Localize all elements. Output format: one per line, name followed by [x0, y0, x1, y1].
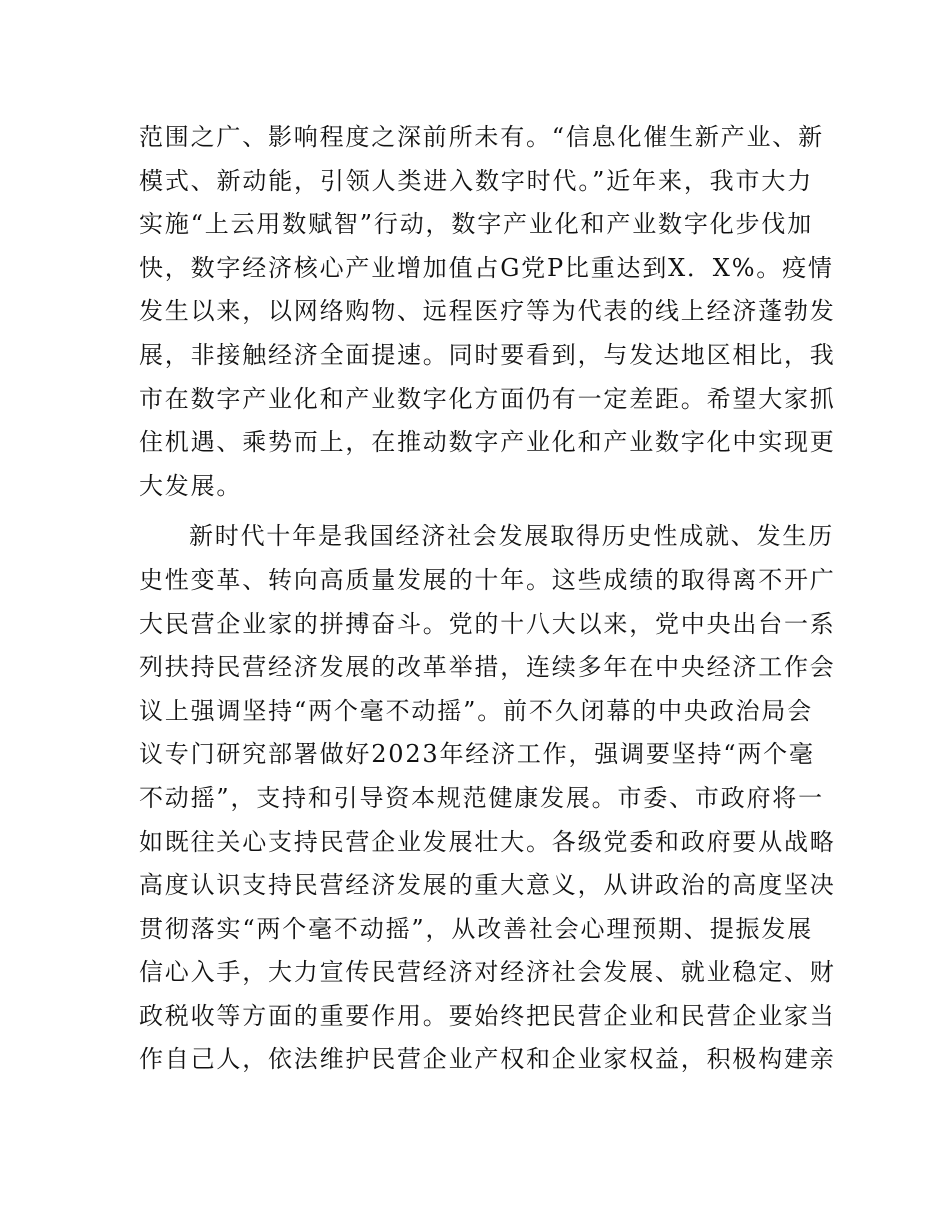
text-line: 住机遇、乘势而上，在推动数字产业化和产业数字化中实现更	[139, 428, 836, 457]
text-line: 发生以来，以网络购物、远程医疗等为代表的线上经济蓬勃发	[139, 297, 836, 326]
text-line: 列扶持民营经济发展的改革举措，连续多年在中央经济工作会	[139, 653, 836, 682]
text-line: 政税收等方面的重要作用。要始终把民营企业和民营企业家当	[139, 1001, 836, 1030]
text-line: 贯彻落实“两个毫不动摇”，从改善社会心理预期、提振发展	[139, 914, 813, 943]
text-line: 信心入手，大力宣传民营经济对经济社会发展、就业稳定、财	[139, 958, 836, 987]
text-line: 实施“上云用数赋智”行动，数字产业化和产业数字化步伐加	[139, 210, 813, 239]
text-line: 大发展。	[139, 471, 243, 500]
paragraph-1	[139, 116, 836, 508]
text-line: 展，非接触经济全面提速。同时要看到，与发达地区相比，我	[139, 340, 836, 369]
text-line: 快，数字经济核心产业增加值占G党P比重达到X．X%。疫情	[139, 253, 834, 282]
text-line: 史性变革、转向高质量发展的十年。这些成绩的取得离不开广	[139, 565, 836, 594]
text-line: 议上强调坚持“两个毫不动摇”。前不久闭幕的中央政治局会	[139, 696, 813, 725]
text-line: 不动摇”，支持和引导资本规范健康发展。市委、市政府将一	[139, 783, 824, 812]
paragraph-2	[139, 515, 836, 1082]
text-line: 高度认识支持民营经济发展的重大意义，从讲政治的高度坚决	[139, 871, 836, 900]
text-line: 如既往关心支持民营企业发展壮大。各级党委和政府要从战略	[139, 827, 836, 856]
text-line: 市在数字产业化和产业数字化方面仍有一定差距。希望大家抓	[139, 384, 836, 413]
text-line: 模式、新动能，引领人类进入数字时代。”近年来，我市大力	[139, 166, 813, 195]
text-line: 作自己人，依法维护民营企业产权和企业家权益，积极构建亲	[139, 1045, 836, 1074]
text-line: 新时代十年是我国经济社会发展取得历史性成就、发生历	[189, 522, 834, 551]
text-line: 范围之广、影响程度之深前所未有。“信息化催生新产业、新	[139, 123, 824, 151]
body-text	[139, 116, 836, 1082]
text-line: 大民营企业家的拼搏奋斗。党的十八大以来，党中央出台一系	[139, 609, 836, 638]
text-line: 议专门研究部署做好2023年经济工作，强调要坚持“两个毫	[139, 740, 815, 769]
